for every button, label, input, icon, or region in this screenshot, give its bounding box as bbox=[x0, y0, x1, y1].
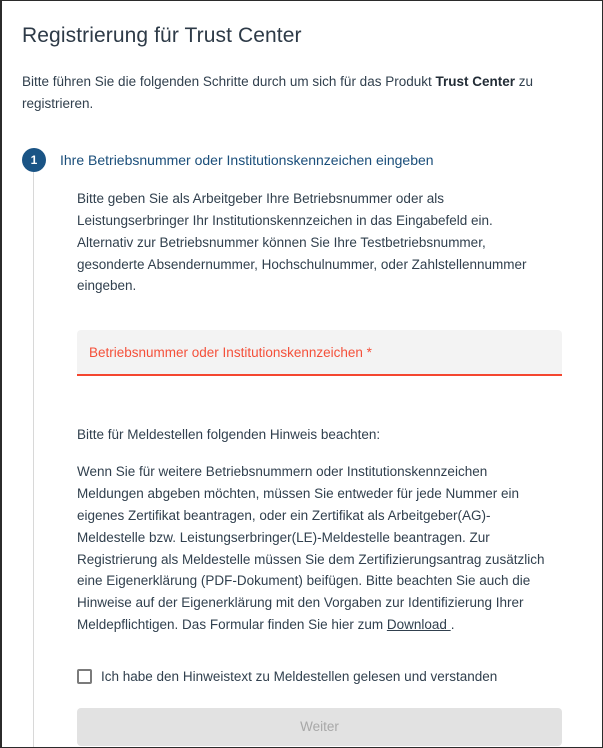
notice-body-part-1: Wenn Sie für weitere Betriebsnummern oder Institutionskennzeichen Meldungen abgeben möchten, müssen Sie entweder für jede Nummer ein eigenes Zertifikat beantragen, oder ein Zertifikat als Arbeitgeber(AG)-Meldestelle bzw. Leistungserbringer(LE)-Meldestelle beantragen. Zur Registrierung als Meldestelle müssen Sie dem Zertifizierungsantrag zusätzlich eine Eigenerklärung (PDF-Dokument) beifügen. Bitte beachten Sie auch die Hinweise auf der Eigenerklärung mit den Vorgaben zur Identifizierung Ihrer Meldepflichtigen. Das Formular finden Sie hier zum bbox=[77, 464, 545, 633]
intro-text-part-1: Bitte führen Sie die folgenden Schritte durch um sich für das Produkt bbox=[22, 74, 436, 90]
notice-body-text bbox=[77, 461, 547, 636]
betriebsnummer-input[interactable] bbox=[77, 330, 562, 376]
step-1-instructions: Bitte geben Sie als Arbeitgeber Ihre Betriebsnummer oder als Leistungserbringer Ihr Institutionskennzeichen in das Eingabefeld ein. Alternativ zur Betriebsnummer können Sie Ihre Testbetriebsnummer, gesonderte Absendernummer, Hochschulnummer, oder Zahlstellennummer eingeben. bbox=[77, 190, 527, 294]
consent-checkbox-row[interactable] bbox=[77, 668, 582, 686]
notice-body-part-2: . bbox=[450, 617, 455, 633]
betriebsnummer-input-label: Betriebsnummer oder Institutionskennzeichen * bbox=[89, 344, 372, 360]
registration-stepper bbox=[22, 148, 582, 748]
page-content bbox=[2, 1, 602, 748]
intro-text bbox=[22, 71, 567, 115]
step-1-body bbox=[33, 172, 582, 748]
step-1-header bbox=[22, 148, 582, 172]
weiter-button[interactable]: Weiter bbox=[77, 708, 562, 746]
step-1-number-badge: 1 bbox=[22, 148, 46, 172]
intro-text-part-2: zu registrieren. bbox=[22, 74, 534, 112]
download-link[interactable]: Download bbox=[386, 617, 451, 633]
consent-checkbox[interactable] bbox=[77, 669, 92, 684]
page-title: Registrierung für Trust Center bbox=[22, 24, 302, 47]
step-1-title: Ihre Betriebsnummer oder Institutionskennzeichen eingeben bbox=[60, 151, 434, 168]
intro-product-name: Trust Center bbox=[435, 74, 516, 90]
consent-checkbox-label: Ich habe den Hinweistext zu Meldestellen gelesen und verstanden bbox=[101, 669, 498, 684]
notice-lead-text: Bitte für Meldestellen folgenden Hinweis beachten: bbox=[77, 427, 381, 443]
